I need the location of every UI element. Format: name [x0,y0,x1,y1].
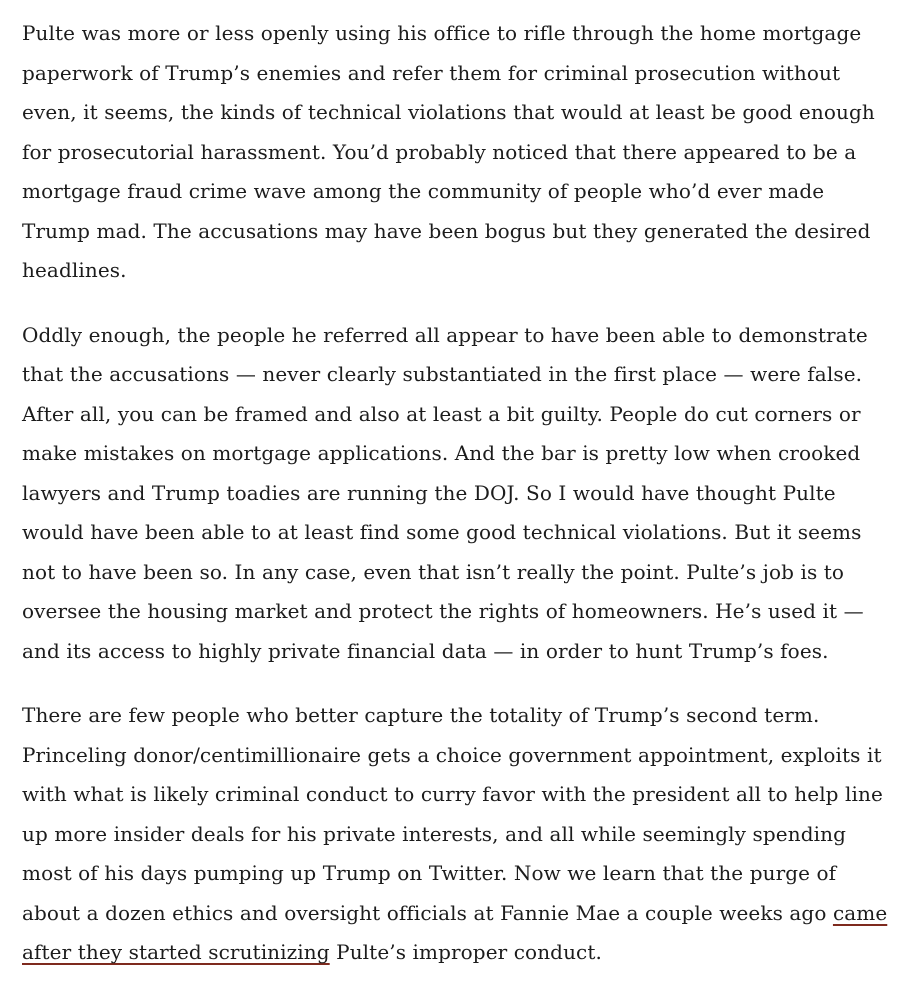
paragraph-3-text-after-link: Pulte’s improper conduct. [329,940,602,964]
paragraph-1 [22,14,895,291]
paragraph-1-text: Pulte was more or less openly using his office to rifle through the home mortgage paperwork of Trump’s enemies and refer them for criminal prosecution without even, it seems, the kinds of technical violations that would at least be good enough for prosecutorial harassment. You’d probably noticed that there appeared to be a mortgage fraud crime wave among the community of people who’d ever made Trump mad. The accusations may have been bogus but they generated the desired headlines. [22,21,875,282]
paragraph-2-text: Oddly enough, the people he referred all appear to have been able to demonstrate that the accusations — never clearly substantiated in the first place — were false. After all, you can be framed and also at least a bit guilty. People do cut corners or make mistakes on mortgage applications. And the bar is pretty low when crooked lawyers and Trump toadies are running the DOJ. So I would have thought Pulte would have been able to at least find some good technical violations. But it seems not to have been so. In any case, even that isn’t really the point. Pulte’s job is to oversee the housing market and protect the rights of homeowners. He’s used it — and its access to highly private financial data — in order to hunt Trump’s foes. [22,322,868,663]
paragraph-3 [22,696,895,973]
paragraph-3-text-before-link: There are few people who better capture the totality of Trump’s second term. Princeling donor/centimillionaire gets a choice government appointment, exploits it with what is likely criminal conduct to curry favor with the president all to help line up more insider deals for his private interests, and all while seemingly spending most of his days pumping up Trump on Twitter. Now we learn that the purge of about a dozen ethics and oversight officials at Fannie Mae a couple weeks ago [22,703,883,925]
paragraph-2 [22,316,895,672]
scrutinizing-article-link[interactable]: came after they started scrutinizing [22,900,888,964]
